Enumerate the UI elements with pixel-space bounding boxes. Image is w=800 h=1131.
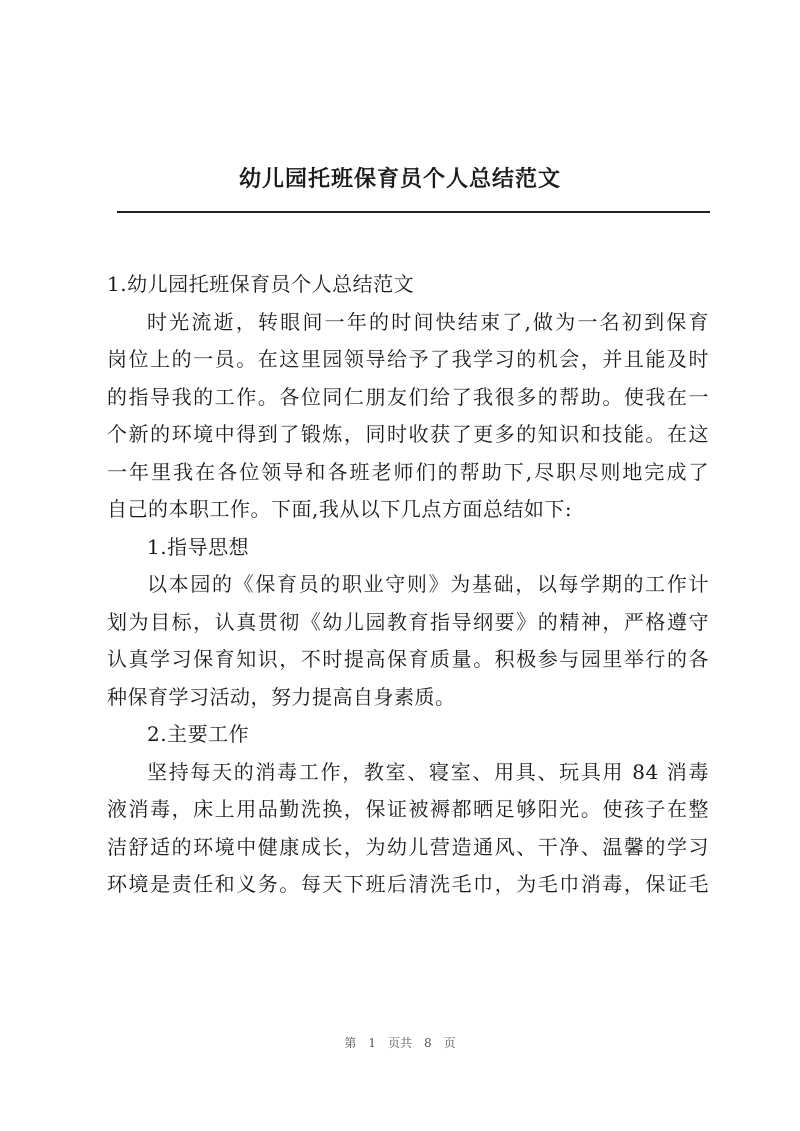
document-body bbox=[107, 266, 709, 904]
footer-total-pages: 8 bbox=[424, 1036, 432, 1050]
subheading-guiding-thought: 1.指导思想 bbox=[147, 534, 250, 559]
text-line: 时光流逝，转眼间一年的时间快结束了,做为一名初到保育 bbox=[147, 309, 709, 334]
footer-current-page: 1 bbox=[368, 1036, 376, 1050]
text-line: 种保育学习活动，努力提高自身素质。 bbox=[107, 684, 456, 709]
page-title: 幼儿园托班保育员个人总结范文 bbox=[238, 166, 561, 192]
title-underline bbox=[117, 211, 710, 213]
text-line: 坚持每天的消毒工作，教室、寝室、用具、玩具用 84 消毒 bbox=[147, 759, 709, 784]
main-work-paragraph bbox=[107, 754, 709, 904]
text-line: 一年里我在各位领导和各班老师们的帮助下,尽职尽则地完成了 bbox=[107, 459, 709, 484]
text-line: 环境是责任和义务。每天下班后清洗毛巾，为毛巾消毒，保证毛 bbox=[107, 872, 709, 896]
section-heading: 1.幼儿园托班保育员个人总结范文 bbox=[107, 272, 415, 296]
footer-label-of: 页共 bbox=[387, 1036, 412, 1050]
text-line: 洁舒适的环境中健康成长，为幼儿营造通风、干净、温馨的学习 bbox=[107, 834, 709, 859]
text-line: 认真学习保育知识，不时提高保育质量。积极参与园里举行的各 bbox=[107, 647, 709, 671]
text-line: 划为目标，认真贯彻《幼儿园教育指导纲要》的精神，严格遵守 bbox=[107, 609, 709, 634]
text-line: 岗位上的一员。在这里园领导给予了我学习的机会，并且能及时 bbox=[107, 347, 709, 371]
guiding-thought-paragraph bbox=[107, 566, 709, 716]
footer-label-pages: 页 bbox=[443, 1036, 456, 1050]
intro-paragraph bbox=[107, 304, 709, 529]
footer-label-page: 第 bbox=[344, 1036, 357, 1050]
text-line: 个新的环境中得到了锻炼，同时收获了更多的知识和技能。在这 bbox=[107, 422, 709, 446]
subheading-main-work: 2.主要工作 bbox=[147, 722, 250, 746]
page-footer bbox=[0, 1034, 800, 1051]
text-line: 以本园的《保育员的职业守则》为基础，以每学期的工作计 bbox=[147, 572, 709, 596]
text-line: 自己的本职工作。下面,我从以下几点方面总结如下: bbox=[107, 497, 573, 521]
text-line: 的指导我的工作。各位同仁朋友们给了我很多的帮助。使我在一 bbox=[107, 384, 709, 409]
text-line: 液消毒，床上用品勤洗换，保证被褥都晒足够阳光。使孩子在整 bbox=[107, 797, 709, 821]
